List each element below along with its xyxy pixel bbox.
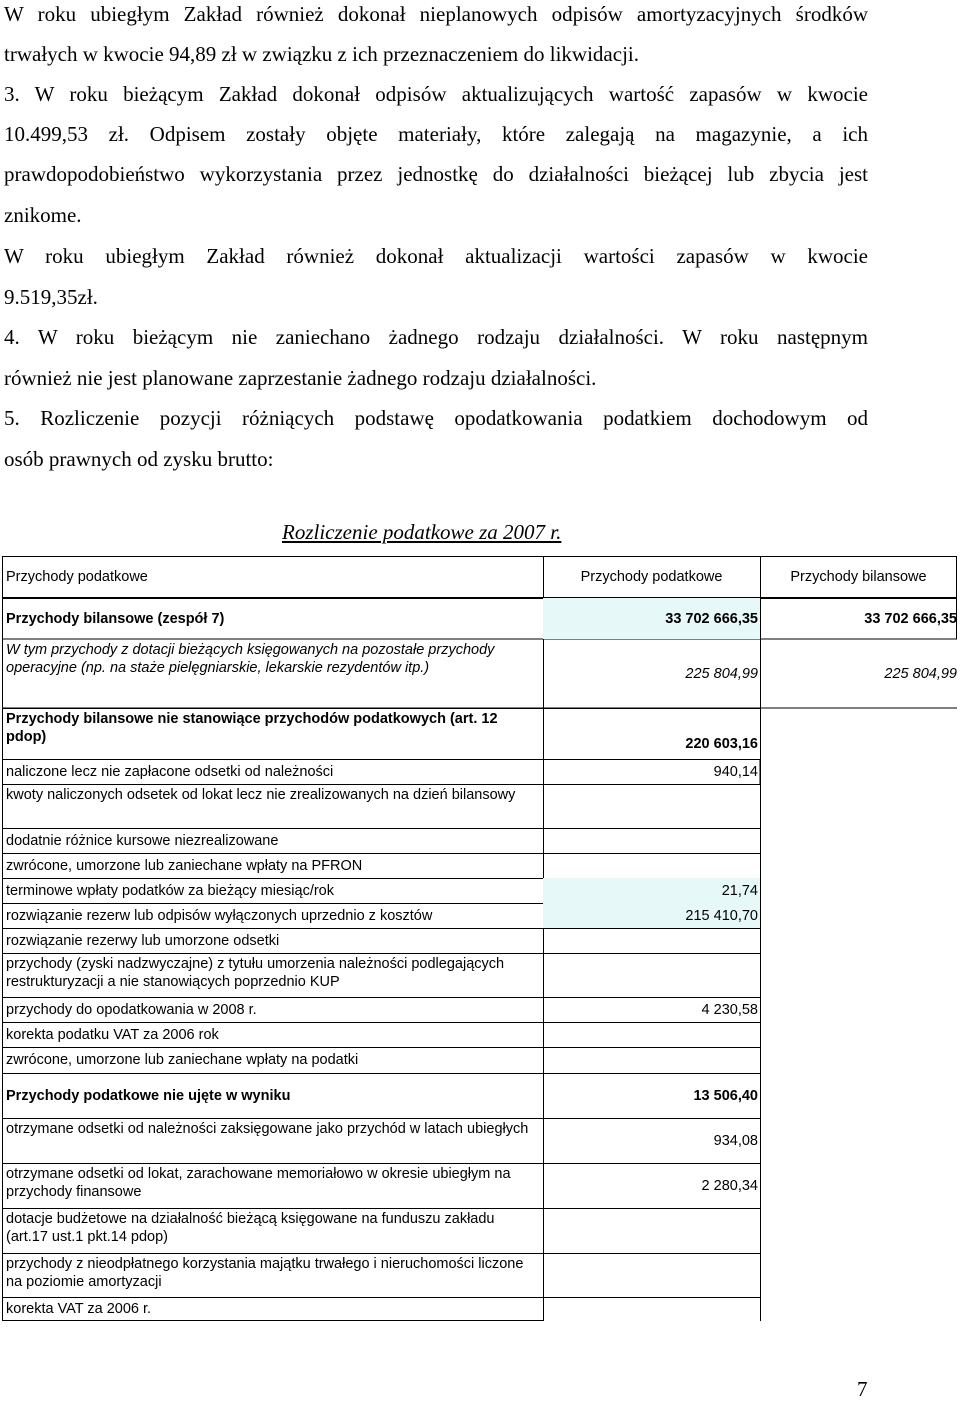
row-value-balance [760, 853, 957, 878]
table-row [2, 598, 957, 639]
header-cell [2, 556, 543, 598]
table-row [2, 903, 957, 928]
row-label-text: Przychody podatkowe nie ujęte w wyniku [6, 1087, 291, 1104]
row-label [2, 708, 543, 759]
row-label-text: korekta VAT za 2006 r. [6, 1301, 152, 1317]
row-value-balance [760, 1208, 957, 1253]
table-row [2, 708, 957, 759]
row-label [2, 853, 543, 878]
row-label-text: kwoty naliczonych odsetek od lokat lecz nie zrealizowanych na dzień bilansowy [6, 787, 516, 803]
row-value-tax [543, 1297, 760, 1321]
row-value-balance [760, 1073, 957, 1118]
table-header-row [2, 556, 957, 598]
row-value-tax [543, 784, 760, 828]
row-value-balance [760, 828, 957, 853]
row-label [2, 1118, 543, 1163]
row-value-balance [760, 928, 957, 953]
row-value-tax [543, 1253, 760, 1297]
row-label-text: Przychody bilansowe nie stanowiące przychodów podatkowych (art. 12 pdop) [6, 711, 498, 745]
table-row [2, 828, 957, 853]
table-row [2, 1208, 957, 1253]
table-row [2, 953, 957, 997]
row-label-text: otrzymane odsetki od lokat, zarachowane memoriałowo w okresie ubiegłym na przychody finansowe [6, 1166, 511, 1200]
row-value-tax [543, 928, 760, 953]
row-value-tax-text: 21,74 [721, 882, 758, 899]
row-value-balance [760, 1253, 957, 1297]
row-value-tax [543, 598, 760, 639]
table-row [2, 1073, 957, 1118]
row-value-tax [543, 1047, 760, 1073]
paragraph-line: W roku ubiegłym Zakład również dokonał nieplanowych odpisów amortyzacyjnych środków [4, 2, 868, 26]
row-label-text: przychody z nieodpłatnego korzystania majątku trwałego i nieruchomości liczone na poziomie amortyzacji [6, 1256, 524, 1290]
row-label [2, 828, 543, 853]
row-label-text: zwrócone, umorzone lub zaniechane wpłaty na PFRON [6, 857, 363, 874]
row-value-tax-text: 4 230,58 [701, 1001, 758, 1018]
row-value-tax [543, 828, 760, 853]
row-label-text: rozwiązanie rezerw lub odpisów wyłączonych uprzednio z kosztów [6, 907, 433, 924]
paragraph-line: prawdopodobieństwo wykorzystania przez jednostkę do działalności bieżącej lub zbycia jest [4, 162, 868, 186]
row-value-balance [760, 903, 957, 928]
header-cell [760, 556, 957, 598]
row-value-balance-text: 225 804,99 [884, 665, 957, 682]
row-label [2, 1253, 543, 1297]
row-value-balance [760, 953, 957, 997]
paragraph-line: 9.519,35zł. [4, 285, 98, 309]
row-value-tax [543, 1118, 760, 1163]
row-value-balance [760, 997, 957, 1022]
row-value-balance [760, 1297, 957, 1321]
paragraph-line: znikome. [4, 203, 82, 227]
row-label [2, 1208, 543, 1253]
row-label [2, 903, 543, 928]
table-row [2, 1022, 957, 1047]
row-value-tax [543, 903, 760, 928]
header-cell-text: Przychody podatkowe [6, 569, 148, 585]
table-row [2, 997, 957, 1022]
row-value-balance [760, 1163, 957, 1208]
table-row [2, 784, 957, 828]
table-row [2, 1163, 957, 1208]
row-value-tax [543, 639, 760, 708]
paragraph-line: 5. Rozliczenie pozycji różniących podstawę opodatkowania podatkiem dochodowym od [4, 406, 868, 430]
row-label-text: Przychody bilansowe (zespół 7) [6, 610, 225, 627]
table-row [2, 1118, 957, 1163]
table-row [2, 928, 957, 953]
row-label [2, 878, 543, 903]
row-label-text: terminowe wpłaty podatków za bieżący miesiąc/rok [6, 882, 334, 899]
row-value-tax [543, 759, 760, 784]
row-label-text: W tym przychody z dotacji bieżących księgowanych na pozostałe przychody operacyjne (np. na staże pielęgniarskie, lekarskie rezydentów itp.) [6, 642, 495, 676]
row-value-tax-text: 13 506,40 [693, 1087, 758, 1104]
row-label [2, 598, 543, 639]
row-value-balance [760, 708, 957, 759]
row-label-text: korekta podatku VAT za 2006 rok [6, 1026, 219, 1043]
table-row [2, 853, 957, 878]
row-label [2, 1297, 543, 1321]
table-caption: Rozliczenie podatkowe za 2007 r. [282, 520, 562, 544]
row-label [2, 997, 543, 1022]
row-label-text: przychody do opodatkowania w 2008 r. [6, 1001, 257, 1018]
row-label-text: naliczone lecz nie zapłacone odsetki od należności [6, 763, 334, 780]
row-label [2, 759, 543, 784]
paragraph-line: również nie jest planowane zaprzestanie żadnego rodzaju działalności. [4, 366, 597, 390]
row-value-tax-text: 220 603,16 [685, 736, 758, 752]
paragraph-line: trwałych w kwocie 94,89 zł w związku z ich przeznaczeniem do likwidacji. [4, 42, 639, 66]
paragraph-line: 10.499,53 zł. Odpisem zostały objęte materiały, które zalegają na magazynie, a ich [4, 122, 868, 146]
row-value-tax-text: 225 804,99 [685, 665, 758, 682]
table-row [2, 759, 957, 784]
row-label-text: zwrócone, umorzone lub zaniechane wpłaty na podatki [6, 1052, 359, 1068]
row-value-tax [543, 953, 760, 997]
paragraph-line: W roku ubiegłym Zakład również dokonał aktualizacji wartości zapasów w kwocie [4, 244, 868, 268]
row-label [2, 639, 543, 708]
row-value-balance [760, 598, 957, 639]
header-cell [543, 556, 760, 598]
row-value-balance [760, 784, 957, 828]
row-label [2, 1073, 543, 1118]
row-value-tax [543, 997, 760, 1022]
row-value-tax [543, 853, 760, 878]
row-label-text: dotacje budżetowe na działalność bieżącą księgowane na funduszu zakładu (art.17 ust.1 pkt.14 pdop) [6, 1211, 495, 1245]
row-value-tax-text: 215 410,70 [685, 907, 758, 924]
row-value-tax-text: 2 280,34 [701, 1177, 758, 1194]
row-value-balance [760, 1022, 957, 1047]
paragraph-line: osób prawnych od zysku brutto: [4, 447, 274, 471]
row-label-text: dodatnie różnice kursowe niezrealizowane [6, 832, 279, 849]
row-label-text: przychody (zyski nadzwyczajne) z tytułu umorzenia należności podlegających restrukturyzacji a nie stanowiących poprzednio KUP [6, 956, 505, 990]
page-number: 7 [857, 1377, 868, 1401]
table-row [2, 1047, 957, 1073]
row-label-text: otrzymane odsetki od należności zaksięgowane jako przychód w latach ubiegłych [6, 1121, 529, 1137]
paragraph-line: 4. W roku bieżącym nie zaniechano żadnego rodzaju działalności. W roku następnym [4, 325, 868, 349]
table-row [2, 639, 957, 708]
row-value-balance [760, 1118, 957, 1163]
row-value-balance [760, 639, 957, 708]
table-row [2, 878, 957, 903]
row-label [2, 784, 543, 828]
row-value-tax [543, 1073, 760, 1118]
table-row [2, 1297, 957, 1321]
header-cell-text: Przychody bilansowe [790, 569, 927, 585]
row-value-balance-text: 33 702 666,35 [864, 610, 957, 627]
row-label [2, 928, 543, 953]
row-value-tax [543, 1022, 760, 1047]
row-label-text: rozwiązanie rezerwy lub umorzone odsetki [6, 932, 280, 949]
row-value-tax [543, 1208, 760, 1253]
row-value-balance [760, 878, 957, 903]
table-row [2, 1253, 957, 1297]
row-label [2, 1163, 543, 1208]
row-label [2, 953, 543, 997]
row-label [2, 1022, 543, 1047]
row-label [2, 1047, 543, 1073]
row-value-tax-text: 33 702 666,35 [665, 610, 758, 627]
header-cell-text: Przychody podatkowe [580, 569, 723, 585]
row-value-balance [760, 1047, 957, 1073]
row-value-tax-text: 940,14 [713, 763, 758, 780]
row-value-tax-text: 934,08 [713, 1132, 758, 1149]
row-value-tax [543, 708, 760, 759]
row-value-tax [543, 1163, 760, 1208]
paragraph-line: 3. W roku bieżącym Zakład dokonał odpisów aktualizujących wartość zapasów w kwocie [4, 82, 868, 106]
row-value-tax [543, 878, 760, 903]
row-value-balance [760, 759, 957, 784]
